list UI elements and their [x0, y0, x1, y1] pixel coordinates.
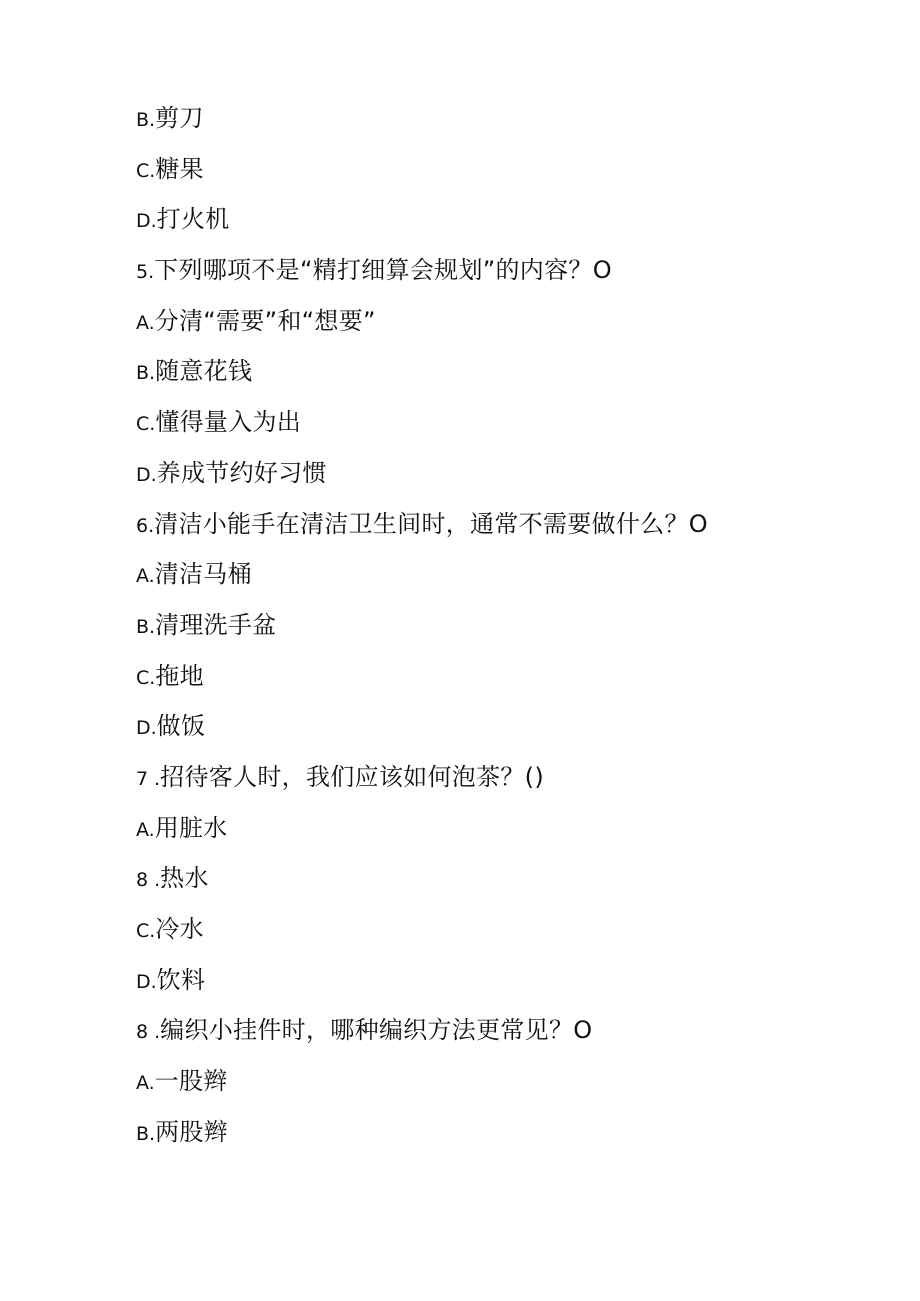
- question-text: 招待客人时，我们应该如何泡茶？(): [160, 762, 544, 791]
- question-number: 7 .: [136, 767, 161, 790]
- question-text: 编织小挂件时，哪种编织方法更常见？O: [160, 1016, 593, 1045]
- option-text: 一股辫: [154, 1067, 228, 1096]
- option-text: 懂得量入为出: [155, 408, 302, 437]
- option-marker: B.: [136, 109, 156, 131]
- option-text: 饮料: [156, 965, 206, 994]
- option-marker: D.: [136, 970, 157, 993]
- option-marker: A.: [136, 1072, 155, 1095]
- option-text: 用脏水: [154, 813, 228, 842]
- quiz-content: [136, 98, 856, 1162]
- option-line: [136, 149, 856, 200]
- option-text: 清理洗手盆: [155, 610, 277, 639]
- option-line: [136, 301, 856, 352]
- option-marker: B.: [136, 615, 156, 638]
- option-text: 两股辫: [155, 1117, 228, 1146]
- option-text: 拖地: [155, 661, 204, 690]
- option-marker: C.: [136, 920, 156, 942]
- option-marker: 8 .: [136, 869, 161, 892]
- option-line: [136, 1112, 856, 1163]
- option-line: [136, 605, 856, 656]
- option-text: 随意花钱: [155, 357, 253, 386]
- option-text: 糖果: [155, 154, 204, 183]
- option-marker: D.: [136, 717, 157, 740]
- question-line: [136, 1010, 856, 1061]
- question-text: 下列哪项不是“精打细算会规划”的内容？O: [154, 256, 612, 285]
- option-line: [136, 858, 856, 909]
- option-text: 做饭: [156, 712, 206, 741]
- option-text: 热水: [160, 864, 209, 893]
- option-marker: B.: [136, 1122, 156, 1145]
- option-marker: D.: [136, 210, 157, 233]
- question-number: 6.: [136, 514, 155, 537]
- option-marker: D.: [136, 463, 157, 486]
- option-marker: A.: [136, 311, 155, 334]
- option-line: [136, 453, 856, 504]
- option-line: [136, 98, 856, 149]
- option-line: [136, 1061, 856, 1112]
- option-line: [136, 402, 856, 453]
- question-number: 5.: [136, 261, 155, 284]
- option-marker: C.: [136, 413, 156, 436]
- option-line: [136, 808, 856, 859]
- question-line: [136, 504, 856, 555]
- option-line: [136, 199, 856, 250]
- option-line: [136, 656, 856, 707]
- option-marker: A.: [136, 818, 155, 841]
- option-line: [136, 351, 856, 402]
- question-number: 8 .: [136, 1021, 161, 1044]
- option-text: 养成节约好习惯: [156, 458, 327, 487]
- question-text: 清洁小能手在清洁卫生间时，通常不需要做什么？O: [154, 509, 708, 538]
- option-line: [136, 706, 856, 757]
- question-line: [136, 757, 856, 808]
- option-line: [136, 909, 856, 960]
- option-marker: C.: [136, 159, 156, 182]
- option-marker: C.: [136, 666, 156, 689]
- option-text: 打火机: [156, 205, 230, 234]
- option-text: 冷水: [155, 915, 204, 943]
- option-marker: B.: [136, 362, 156, 385]
- option-line: [136, 554, 856, 605]
- option-text: 分清“需要”和“想要”: [154, 306, 376, 335]
- question-line: [136, 250, 856, 301]
- option-text: 清洁马桶: [154, 560, 252, 589]
- option-text: 剪刀: [155, 104, 204, 132]
- option-line: [136, 960, 856, 1011]
- option-marker: A.: [136, 565, 155, 588]
